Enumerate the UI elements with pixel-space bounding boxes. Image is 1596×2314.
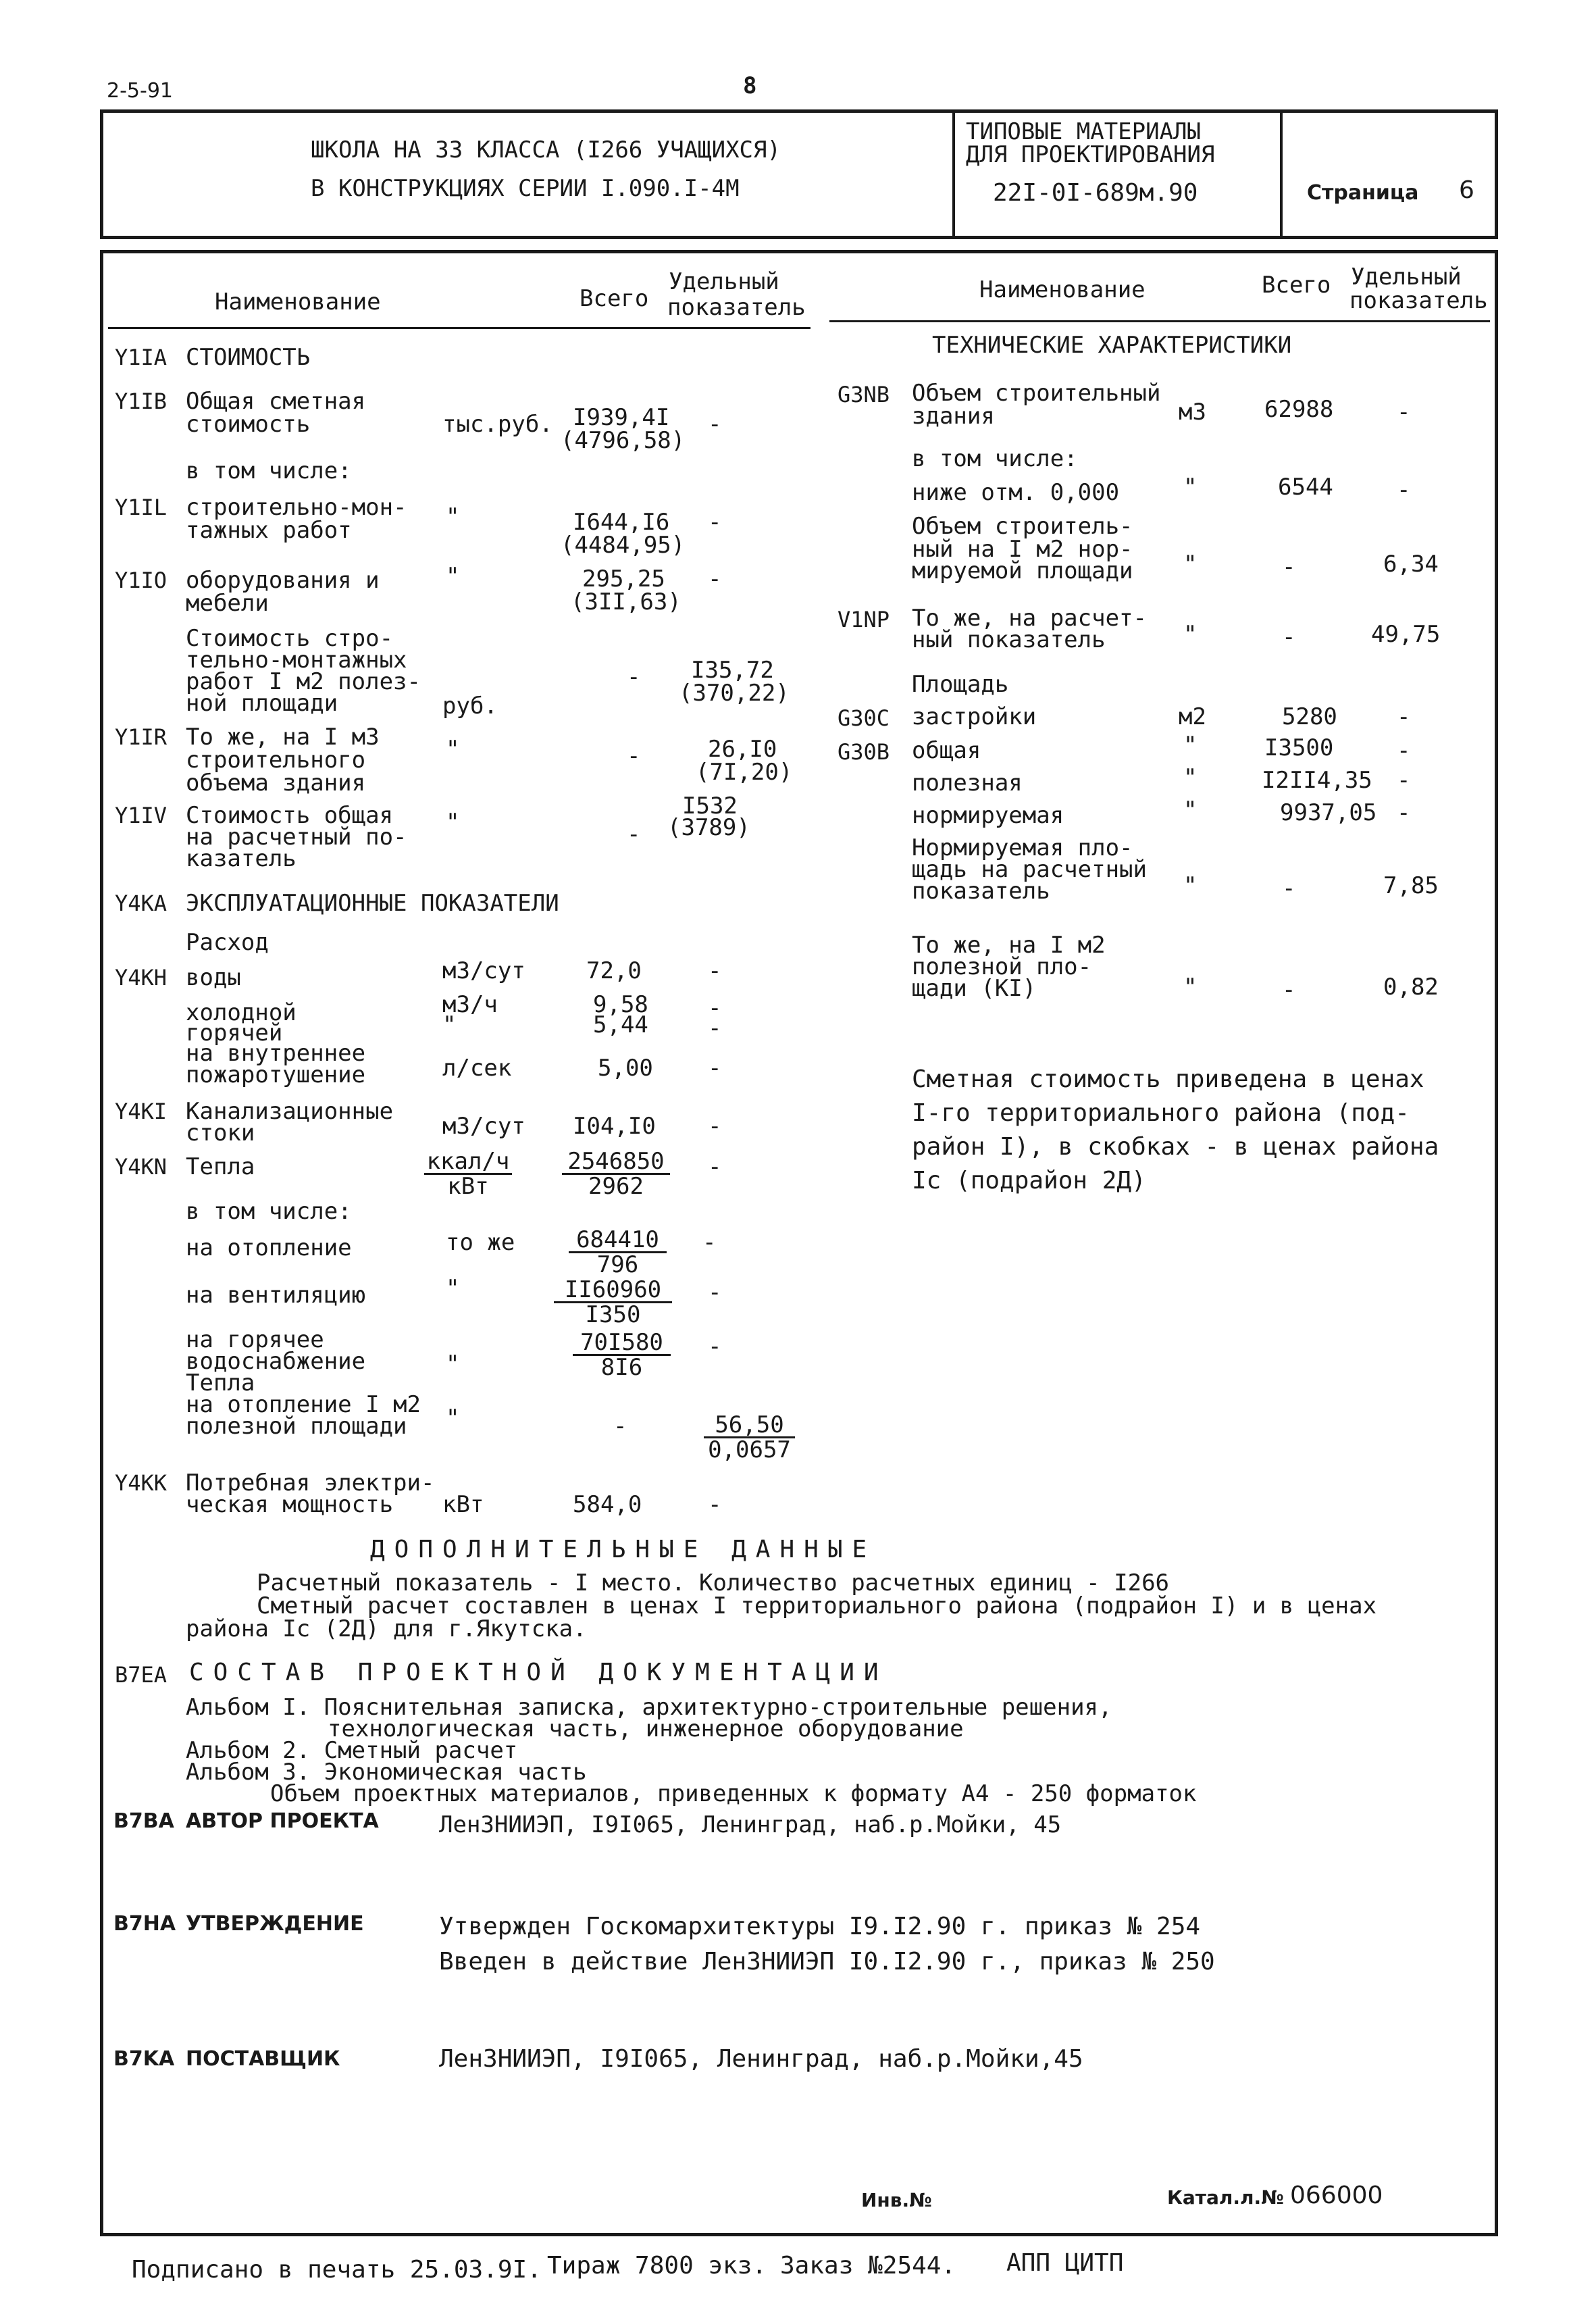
order-number: Заказ №2544. xyxy=(780,2252,956,2280)
hot-text: горячей xyxy=(186,1020,283,1047)
g30b-spec: - xyxy=(1397,737,1411,764)
vent-text: на вентиляцию xyxy=(186,1282,366,1309)
g30b-text: общая xyxy=(912,737,981,764)
v4ki-total: I04,I0 xyxy=(573,1113,656,1140)
left-col-specific-header-2: показатель xyxy=(667,294,806,321)
perm2-unit: " xyxy=(446,1405,460,1432)
heat-total-denominator: 796 xyxy=(596,1251,639,1278)
header-page-value: 6 xyxy=(1459,176,1474,204)
g3nb-text-1: Объем строительный xyxy=(912,380,1161,407)
cost-text-2: тельно-монтажных xyxy=(186,647,407,674)
code-g30b: G30B xyxy=(838,739,890,765)
normcalc-text-2: щадь на расчетный xyxy=(912,856,1147,883)
ki-text-1: То же, на I м2 xyxy=(912,932,1106,959)
header-title-line1: ШКОЛА НА 33 КЛАССА (I266 УЧАЩИХСЯ) xyxy=(311,136,781,164)
v4ki-spec: - xyxy=(708,1113,722,1140)
cold-unit: м3/ч xyxy=(442,991,498,1018)
left-col-total-header: Всего xyxy=(580,285,649,312)
v1iv-spec-2: (3789) xyxy=(667,814,750,841)
header-typ-line2: ДЛЯ ПРОЕКТИРОВАНИЯ xyxy=(966,141,1215,168)
code-b7ka: B7KA xyxy=(113,2047,175,2071)
v1ib-total-1: I939,4I xyxy=(573,404,670,431)
publisher: АПП ЦИТП xyxy=(1006,2249,1124,2277)
code-v1ia: Y1IA xyxy=(115,345,168,370)
v1np-unit: " xyxy=(1183,621,1198,648)
ki-total: - xyxy=(1282,976,1296,1003)
g30c-spec: - xyxy=(1397,703,1411,730)
right-col-specific-header-1: Удельный xyxy=(1351,263,1462,291)
g30c-text: застройки xyxy=(912,703,1037,730)
vol-text-3: мируемой площади xyxy=(912,557,1133,584)
normcalc-unit: " xyxy=(1183,872,1198,899)
v1il-spec: - xyxy=(708,509,722,536)
area-label: Площадь xyxy=(912,671,1009,698)
v4kn-unit-numerator: ккал/ч xyxy=(424,1150,512,1175)
ki-text-3: щади (KI) xyxy=(912,975,1037,1002)
vent-total-denominator: I350 xyxy=(585,1301,641,1328)
hw-total xyxy=(573,1331,671,1379)
v1np-total: - xyxy=(1282,624,1296,651)
album-2: Альбом 2. Сметный расчет xyxy=(186,1737,518,1764)
header-title-line2: В КОНСТРУКЦИЯХ СЕРИИ I.090.I-4М xyxy=(311,175,740,202)
v4kn-total xyxy=(562,1150,670,1198)
note-line-3: район I), в скобках - в ценах района xyxy=(912,1133,1439,1161)
hw-total-numerator: 70I580 xyxy=(573,1331,671,1356)
note-line-4: Iс (подрайон 2Д) xyxy=(912,1167,1146,1194)
v4ka-text: ЭКСПЛУАТАЦИОННЫЕ ПОКАЗАТЕЛИ xyxy=(186,890,559,917)
g3nb-spec: - xyxy=(1397,399,1411,426)
perm2-spec xyxy=(704,1413,795,1461)
cost-unit: руб. xyxy=(442,693,498,720)
v1ir-text-3: объема здания xyxy=(186,770,366,797)
supplier-text: ЛенЗНИИЭП, I9I065, Ленинград, наб.р.Мойки,45 xyxy=(439,2045,1083,2073)
v4ki-text-2: стоки xyxy=(186,1120,255,1147)
composition-heading: СОСТАВ ПРОЕКТНОЙ ДОКУМЕНТАЦИИ xyxy=(189,1659,888,1686)
v4kk-text-1: Потребная электри- xyxy=(186,1469,435,1496)
g30c-total: 5280 xyxy=(1282,703,1337,730)
right-incl: в том числе: xyxy=(912,445,1078,472)
hot-spec: - xyxy=(708,1015,722,1042)
v1il-total-2: (4484,95) xyxy=(561,532,686,559)
hw-text-2: водоснабжение xyxy=(186,1348,366,1375)
vol-total: - xyxy=(1282,553,1296,580)
code-v4kk: Y4KK xyxy=(115,1470,168,1496)
heat-total-numerator: 684410 xyxy=(569,1228,667,1253)
v1io-total-1: 295,25 xyxy=(582,565,665,593)
hot-total: 5,44 xyxy=(593,1011,648,1038)
author-label: АВТОР ПРОЕКТА xyxy=(186,1809,379,1833)
cost-spec-2: (370,22) xyxy=(679,680,790,707)
code-v1ib: Y1IB xyxy=(115,388,168,414)
right-header-rule xyxy=(829,320,1490,322)
code-v4ka: Y4KA xyxy=(115,890,168,916)
right-col-specific-header-2: показатель xyxy=(1349,287,1488,314)
v1ib-text-1: Общая сметная xyxy=(186,388,366,415)
v4kh-spec: - xyxy=(708,957,722,984)
left-incl-1: в том числе: xyxy=(186,457,352,484)
v4ki-text-1: Канализационные xyxy=(186,1098,394,1125)
useful-text: полезная xyxy=(912,770,1023,797)
code-v1il: Y1IL xyxy=(115,495,168,520)
v4kn-spec: - xyxy=(708,1153,722,1180)
volume-text: Объем проектных материалов, приведенных к формату А4 - 250 форматок xyxy=(270,1780,1197,1807)
heat-text: на отопление xyxy=(186,1234,352,1261)
header-typ-code: 22I-0I-689м.90 xyxy=(993,179,1198,207)
normcalc-total: - xyxy=(1282,875,1296,902)
v4kk-text-2: ческая мощность xyxy=(186,1491,394,1518)
author-text: ЛенЗНИИЭП, I9I065, Ленинград, наб.р.Мойки, 45 xyxy=(439,1811,1062,1838)
v4kh-unit: м3/сут xyxy=(442,957,525,984)
v1iv-text-2: на расчетный по- xyxy=(186,824,407,851)
v1il-unit: " xyxy=(446,503,460,530)
approval-label: УТВЕРЖДЕНИЕ xyxy=(186,1912,364,1936)
rashod-label: Расход xyxy=(186,929,269,956)
header-typ-line1: ТИПОВЫЕ МАТЕРИАЛЫ xyxy=(966,118,1201,145)
heat-spec: - xyxy=(702,1229,717,1256)
g30b-unit: " xyxy=(1183,732,1198,759)
document-code: 2-5-91 xyxy=(107,79,173,103)
v1ir-text-1: То же, на I м3 xyxy=(186,724,380,751)
v1iv-total: - xyxy=(627,821,641,848)
below-unit: " xyxy=(1183,474,1198,501)
ki-text-2: полезной пло- xyxy=(912,953,1092,980)
left-col-name-header: Наименование xyxy=(215,288,381,316)
right-heading: ТЕХНИЧЕСКИЕ ХАРАКТЕРИСТИКИ xyxy=(932,332,1292,359)
tepla-text: Тепла xyxy=(186,1369,255,1397)
perm2-spec-denominator: 0,0657 xyxy=(708,1436,791,1463)
heat-unit: то же xyxy=(446,1229,515,1256)
g30b-total: I3500 xyxy=(1264,734,1334,761)
cost-text-3: работ I м2 полез- xyxy=(186,668,421,695)
vol-text-2: ный на I м2 нор- xyxy=(912,536,1133,563)
norm-unit: " xyxy=(1183,797,1198,824)
v1il-text-2: тажных работ xyxy=(186,517,352,544)
header-divider-2 xyxy=(1280,109,1283,238)
code-b7ba: B7BA xyxy=(113,1809,174,1833)
perm2-spec-numerator: 56,50 xyxy=(704,1413,795,1438)
circulation: Тираж 7800 экз. xyxy=(547,2252,767,2280)
normcalc-spec: 7,85 xyxy=(1383,872,1439,899)
code-g3nb: G3NB xyxy=(838,382,890,407)
g3nb-text-2: здания xyxy=(912,403,995,430)
below-total: 6544 xyxy=(1278,474,1333,501)
v4kn-unit xyxy=(424,1150,512,1198)
cost-total: - xyxy=(627,663,641,690)
useful-unit: " xyxy=(1183,764,1198,791)
note-line-1: Сметная стоимость приведена в ценах xyxy=(912,1065,1424,1093)
below-spec: - xyxy=(1397,476,1411,503)
catalog-label: Катал.л.№ xyxy=(1167,2186,1284,2209)
left-incl-2: в том числе: xyxy=(186,1198,352,1225)
cold-text: холодной xyxy=(186,999,297,1026)
g30c-unit: м2 xyxy=(1179,703,1206,730)
v4ki-unit: м3/сут xyxy=(442,1113,525,1140)
v1np-text-1: То же, на расчет- xyxy=(912,605,1147,632)
v1io-total-2: (3II,63) xyxy=(571,588,681,615)
header-page-label: Страница xyxy=(1307,181,1419,205)
v4kn-total-numerator: 2546850 xyxy=(562,1150,670,1175)
v1iv-unit: " xyxy=(446,809,460,836)
normcalc-text-3: показатель xyxy=(912,878,1050,905)
cost-text-1: Стоимость стро- xyxy=(186,625,394,652)
fire-spec: - xyxy=(708,1055,722,1082)
v1io-spec: - xyxy=(708,565,722,593)
v1np-text-2: ный показатель xyxy=(912,626,1106,653)
additional-line-1: Расчетный показатель - I место. Количество расчетных единиц - I266 xyxy=(257,1569,1170,1596)
g3nb-total: 62988 xyxy=(1264,396,1334,423)
code-v1np: V1NP xyxy=(838,607,890,632)
code-v1ir: Y1IR xyxy=(115,724,168,750)
v1iv-spec-1: I532 xyxy=(682,793,738,820)
vent-spec: - xyxy=(708,1279,722,1306)
v4kn-text: Тепла xyxy=(186,1153,255,1180)
left-header-rule xyxy=(108,327,810,329)
v1ir-spec-2: (7I,20) xyxy=(696,759,793,786)
fire-text-2: пожаротушение xyxy=(186,1061,366,1088)
inventory-label: Инв.№ xyxy=(861,2189,932,2211)
code-b7ha: B7HA xyxy=(113,1912,176,1936)
hw-total-denominator: 8I6 xyxy=(600,1354,643,1381)
v4kh-total: 72,0 xyxy=(586,957,642,984)
hw-spec: - xyxy=(708,1333,722,1360)
left-col-specific-header-1: Удельный xyxy=(669,268,779,295)
album-1-line-1: Альбом I. Пояснительная записка, архитектурно-строительные решения, xyxy=(186,1694,1112,1721)
vol-spec: 6,34 xyxy=(1383,551,1439,578)
hot-unit: " xyxy=(442,1011,457,1038)
useful-spec: - xyxy=(1397,767,1411,794)
additional-line-3: района Iс (2Д) для г.Якутска. xyxy=(186,1615,587,1642)
v1il-total-1: I644,I6 xyxy=(573,509,670,536)
hw-text-1: на горячее xyxy=(186,1326,324,1353)
v1io-text-1: оборудования и xyxy=(186,567,380,594)
below-text: ниже отм. 0,000 xyxy=(912,479,1120,506)
code-b7ea: B7EA xyxy=(115,1662,168,1688)
v4kk-unit: кВт xyxy=(442,1491,484,1518)
norm-text: нормируемая xyxy=(912,802,1064,829)
catalog-value: 066000 xyxy=(1290,2182,1383,2209)
v4kh-text: воды xyxy=(186,964,241,991)
vol-unit: " xyxy=(1183,551,1198,578)
ki-spec: 0,82 xyxy=(1383,974,1439,1001)
printed-date: Подписано в печать 25.03.9I. xyxy=(132,2256,542,2284)
cold-spec: - xyxy=(708,995,722,1022)
v1io-unit: " xyxy=(446,563,460,590)
v1ir-spec-1: 26,I0 xyxy=(708,736,777,763)
approval-line-2: Введен в действие ЛенЗНИИЭП I0.I2.90 г., приказ № 250 xyxy=(439,1948,1215,1976)
v1np-spec: 49,75 xyxy=(1371,621,1441,648)
album-3: Альбом 3. Экономическая часть xyxy=(186,1759,587,1786)
fire-text-1: на внутреннее xyxy=(186,1040,366,1067)
normcalc-text-1: Нормируемая пло- xyxy=(912,834,1133,861)
cost-text-4: ной площади xyxy=(186,690,338,717)
code-v4ki: Y4KI xyxy=(115,1099,168,1124)
vol-text-1: Объем строитель- xyxy=(912,513,1133,540)
additional-line-2: Сметный расчет составлен в ценах I территориального района (подрайон I) и в ценах xyxy=(257,1592,1377,1619)
perm2-text-1: на отопление I м2 xyxy=(186,1391,421,1418)
page-number: 8 xyxy=(743,72,757,99)
norm-spec: - xyxy=(1397,799,1411,826)
note-line-2: I-го территориального района (под- xyxy=(912,1099,1410,1127)
vent-total xyxy=(554,1278,672,1326)
v1ib-spec: - xyxy=(708,411,722,438)
cold-total: 9,58 xyxy=(593,991,648,1018)
heat-total xyxy=(569,1228,667,1276)
v1ir-unit: " xyxy=(446,736,460,763)
v1ia-text: СТОИМОСТЬ xyxy=(186,344,311,371)
cost-spec-1: I35,72 xyxy=(691,657,774,684)
right-col-total-header: Всего xyxy=(1262,272,1331,299)
perm2-text-2: полезной площади xyxy=(186,1413,407,1440)
v1il-text-1: строительно-мон- xyxy=(186,494,407,521)
v1iv-text-1: Стоимость общая xyxy=(186,802,394,829)
g3nb-unit: м3 xyxy=(1179,399,1206,426)
fire-unit: л/сек xyxy=(442,1055,512,1082)
v4kn-unit-denominator: кВт xyxy=(447,1173,489,1200)
code-v1iv: Y1IV xyxy=(115,803,168,828)
right-col-name-header: Наименование xyxy=(979,276,1145,303)
v1iv-text-3: казатель xyxy=(186,845,297,872)
code-g30c: G30C xyxy=(838,705,890,731)
approval-line-1: Утвержден Госкомархитектуры I9.I2.90 г. приказ № 254 xyxy=(439,1913,1201,1940)
fire-total: 5,00 xyxy=(598,1055,653,1082)
code-v4kn: Y4KN xyxy=(115,1154,168,1180)
code-v1io: Y1IO xyxy=(115,568,168,593)
supplier-label: ПОСТАВЩИК xyxy=(186,2047,340,2071)
v4kn-total-denominator: 2962 xyxy=(588,1173,644,1200)
v1io-text-2: мебели xyxy=(186,590,269,617)
useful-total: I2II4,35 xyxy=(1262,767,1372,794)
ki-unit: " xyxy=(1183,974,1198,1001)
album-1-line-2: технологическая часть, инженерное оборудование xyxy=(328,1715,964,1742)
additional-heading: ДОПОЛНИТЕЛЬНЫЕ ДАННЫЕ xyxy=(370,1536,877,1563)
v4kk-spec: - xyxy=(708,1491,722,1518)
perm2-total: - xyxy=(613,1413,627,1440)
v1ib-text-2: стоимость xyxy=(186,411,311,438)
v1ib-total-2: (4796,58) xyxy=(561,427,686,454)
vent-total-numerator: II60960 xyxy=(554,1278,672,1303)
code-v4kh: Y4KH xyxy=(115,965,168,990)
v1ib-unit: тыс.руб. xyxy=(442,411,553,438)
v1ir-total: - xyxy=(627,743,641,770)
header-box xyxy=(100,109,1498,239)
v4kk-total: 584,0 xyxy=(573,1491,642,1518)
header-divider-1 xyxy=(952,109,955,238)
norm-total: 9937,05 xyxy=(1280,799,1377,826)
hw-unit: " xyxy=(446,1351,460,1378)
vent-unit: " xyxy=(446,1275,460,1302)
v1ir-text-2: строительного xyxy=(186,747,366,774)
